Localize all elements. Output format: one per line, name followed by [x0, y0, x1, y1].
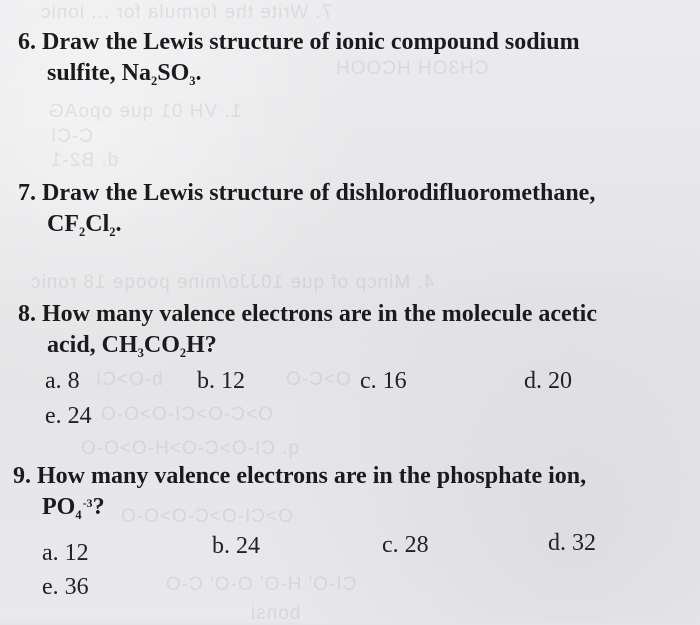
formula-subscript: 3 — [189, 74, 196, 89]
answer-choice-e[interactable]: e. 36 — [42, 574, 89, 600]
answer-choice-c[interactable]: c. 28 — [382, 532, 429, 558]
question-number: 6. — [18, 29, 36, 55]
formula-subscript: 2 — [109, 225, 116, 240]
answer-choice-d[interactable]: d. 20 — [524, 368, 572, 394]
ghost-text: bonsi — [250, 603, 301, 624]
question-formula-line — [18, 209, 595, 243]
question-6 — [18, 27, 580, 92]
ghost-text: O>C-O>CI-O>O-O — [100, 404, 273, 425]
formula-text: Cl — [85, 211, 110, 237]
ghost-text: CH3OH HCOOH — [335, 58, 489, 79]
formula-text: ? — [92, 494, 105, 520]
ghost-text: 7. Write the formula for ... ionic — [40, 2, 333, 23]
ghost-text: O>CI-O>C-O>O-O — [120, 506, 293, 527]
answer-choice-c[interactable]: c. 16 — [360, 368, 407, 394]
question-9 — [13, 461, 586, 526]
answer-choice-a[interactable]: a. 8 — [45, 368, 80, 394]
formula-text: PO — [42, 494, 76, 520]
ghost-text: CI-O' H-O' O-O' C-O — [165, 574, 357, 595]
ghost-text: b-O>CI — [95, 369, 163, 390]
question-text: Draw the Lewis structure of dishlorodifluoromethane, — [42, 180, 596, 206]
formula-subscript: 2 — [151, 74, 158, 89]
question-text: How many valence electrons are in the molecule acetic — [42, 301, 597, 327]
question-text: Draw the Lewis structure of ionic compound sodium — [42, 29, 580, 55]
ghost-text: O>C-O — [285, 369, 351, 390]
formula-superscript: -3 — [82, 496, 93, 511]
formula-text: . — [115, 211, 122, 237]
ghost-text: C-CI — [50, 126, 94, 147]
ghost-text: 1. VH 01 que opoAG — [48, 101, 242, 122]
formula-text: SO — [157, 60, 190, 86]
question-number: 8. — [18, 301, 36, 327]
answer-choice-b[interactable]: b. 24 — [212, 533, 260, 559]
question-formula-line — [13, 492, 586, 526]
formula-text: . — [195, 60, 202, 86]
answer-choice-e[interactable]: e. 24 — [45, 403, 92, 429]
formula-text: acid, CH — [47, 332, 138, 358]
answer-choice-d[interactable]: d. 32 — [548, 530, 596, 556]
ghost-text: q. CI-O>C-O>H-O>O-O — [80, 438, 300, 459]
question-formula-line — [18, 58, 580, 92]
formula-text: sulfite, Na — [47, 60, 151, 86]
answer-choice-a[interactable]: a. 12 — [42, 540, 89, 566]
formula-text: H? — [186, 332, 217, 358]
question-text: How many valence electrons are in the phosphate ion, — [37, 463, 587, 489]
question-7 — [18, 178, 595, 243]
question-number: 9. — [13, 463, 31, 489]
formula-text: CF — [47, 211, 79, 237]
formula-subscript: 2 — [179, 346, 187, 361]
question-8 — [18, 299, 597, 364]
answer-choice-b[interactable]: b. 12 — [197, 368, 245, 394]
formula-subscript: 3 — [137, 346, 144, 361]
formula-subscript: 2 — [79, 225, 86, 240]
question-number: 7. — [18, 180, 36, 206]
ghost-text: 4. Mincp of que 10JJo/mine pooqe 18 ronic — [30, 272, 435, 293]
ghost-text: d. B2-1 — [50, 150, 119, 171]
formula-subscript: 4 — [75, 508, 82, 523]
formula-text: CO — [143, 332, 180, 358]
question-formula-line — [18, 330, 597, 364]
